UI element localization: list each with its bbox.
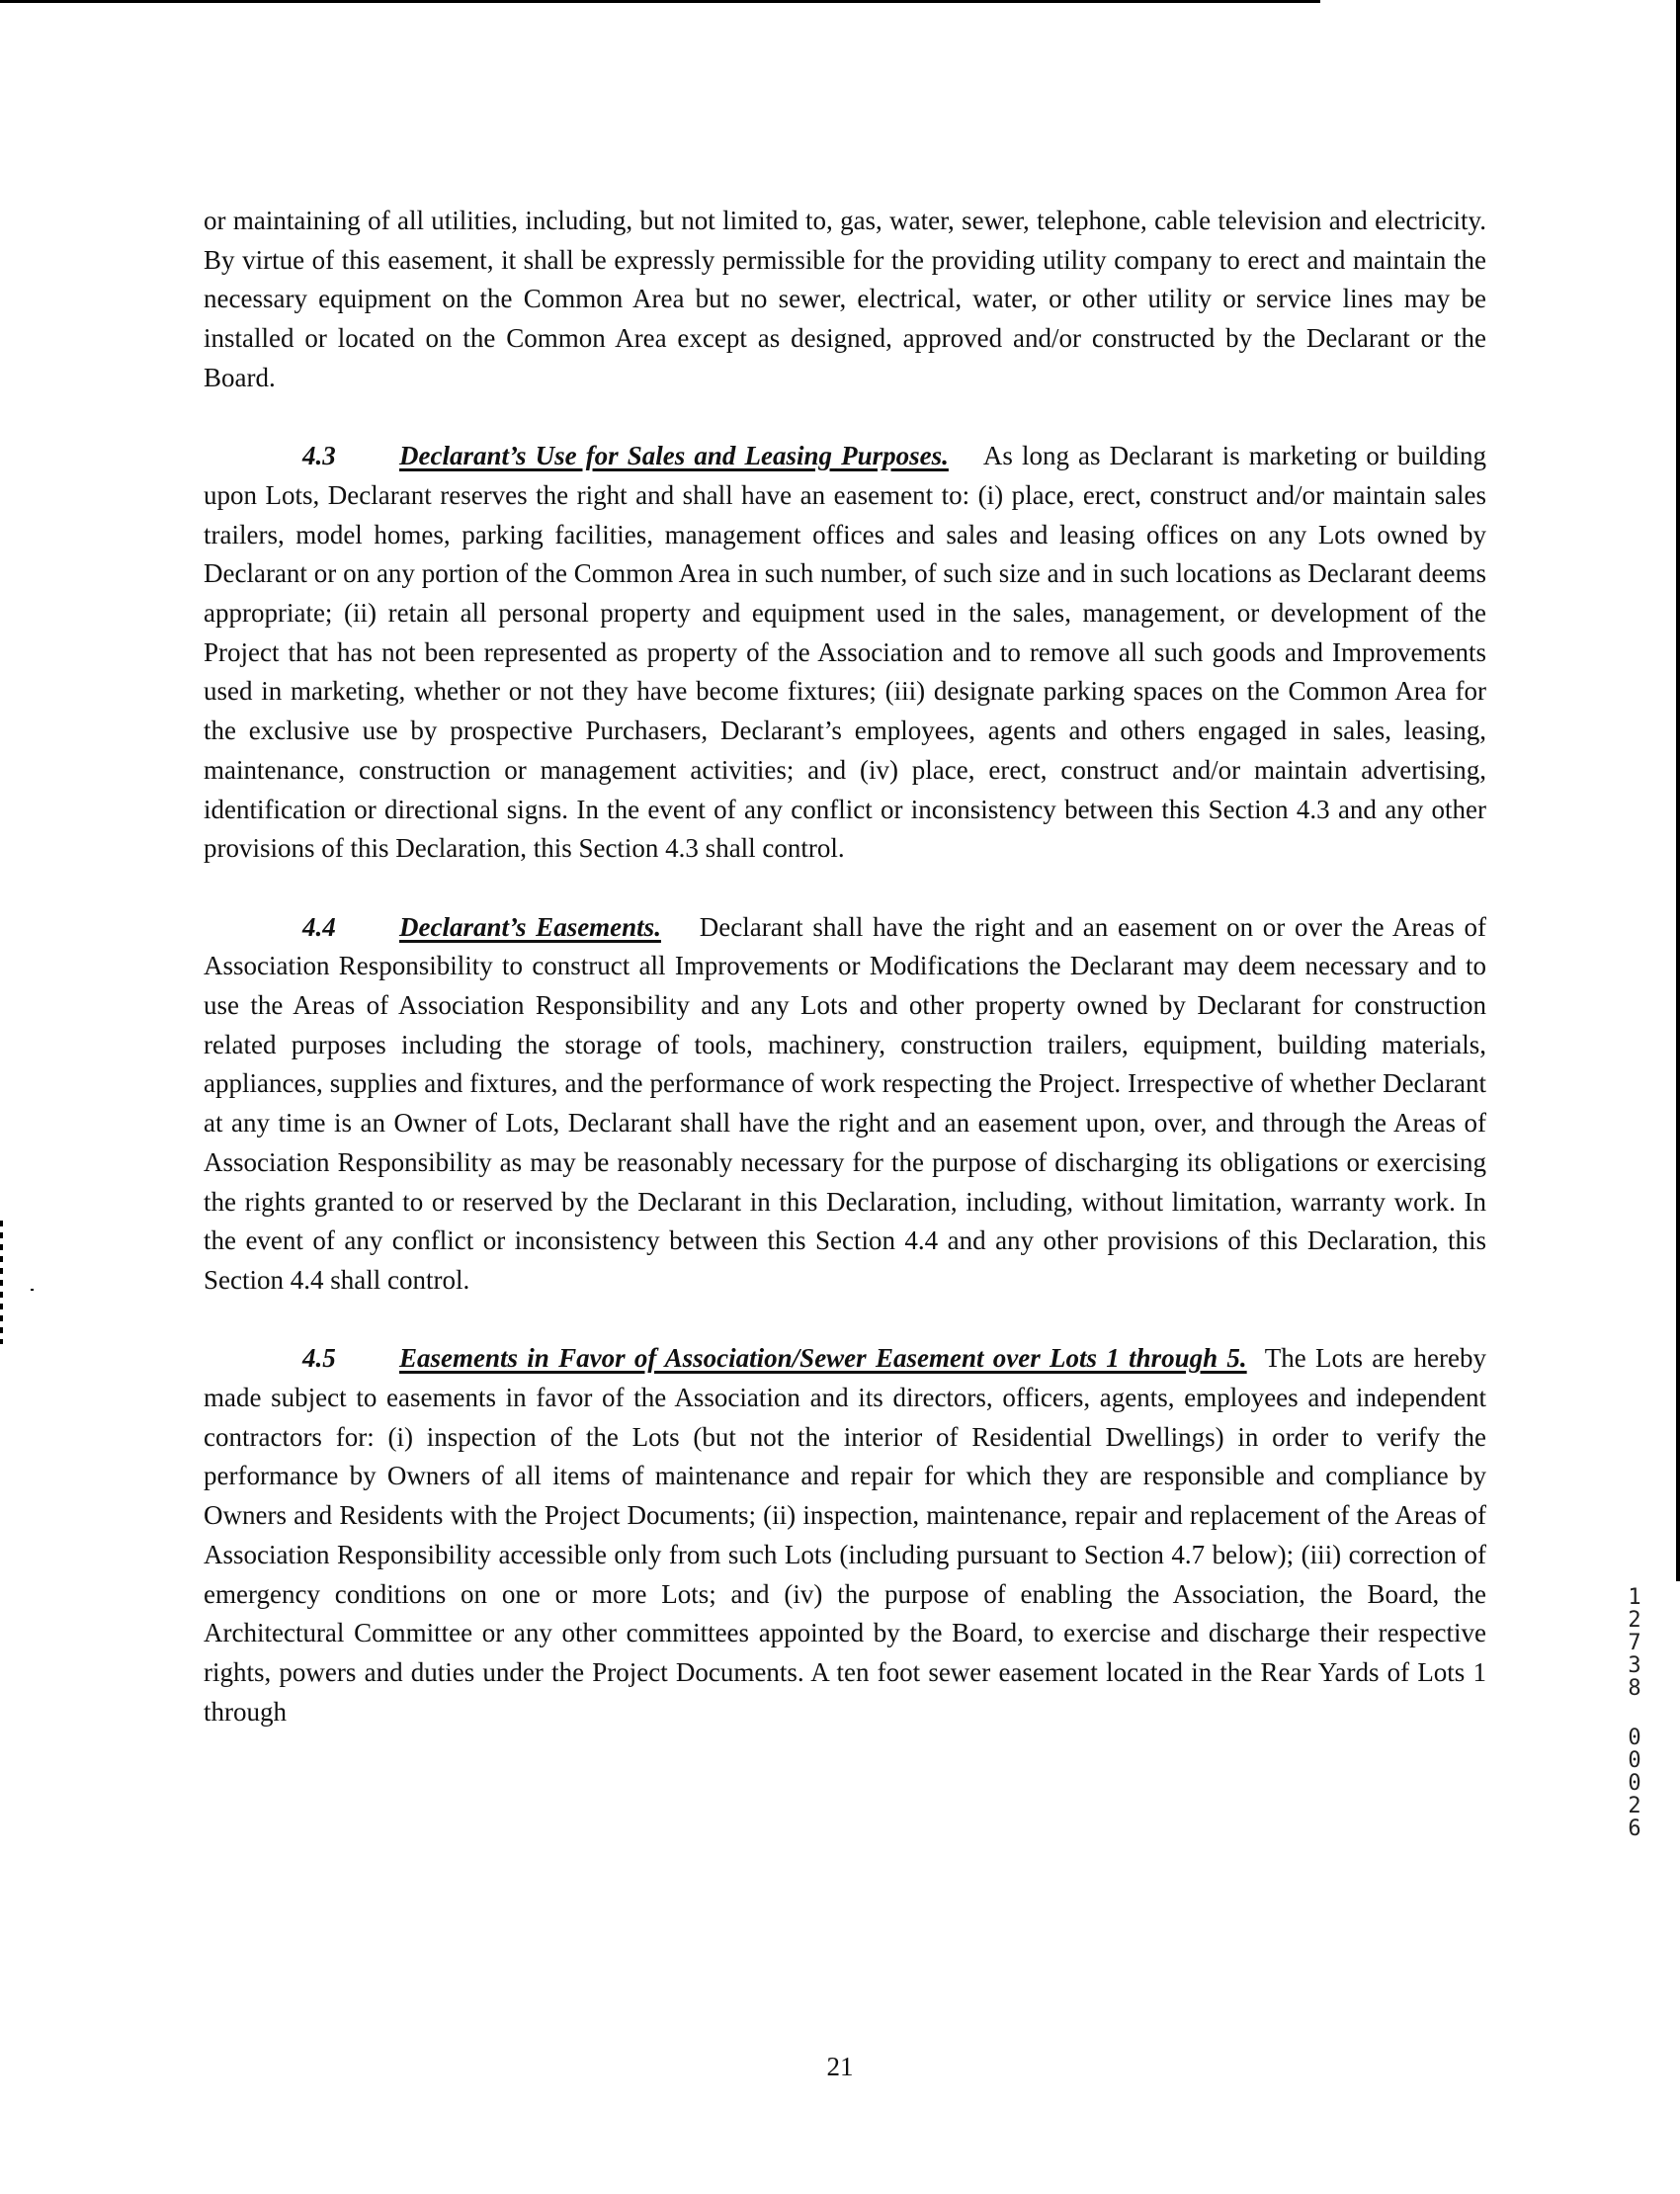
section-number: 4.4 bbox=[302, 911, 336, 942]
stamp-digit: 6 bbox=[1628, 1816, 1641, 1841]
stamp-digit: 8 bbox=[1628, 1676, 1641, 1701]
section-number: 4.3 bbox=[302, 441, 336, 471]
stamp-digit: 0 bbox=[1628, 1748, 1641, 1773]
section-4-3 bbox=[204, 437, 1486, 869]
section-4-4 bbox=[204, 908, 1486, 1301]
document-page-body bbox=[204, 202, 1486, 1731]
stamp-digit: 0 bbox=[1628, 1771, 1641, 1796]
stamp-digit: 2 bbox=[1628, 1608, 1641, 1633]
section-title: Easements in Favor of Association/Sewer Easement over Lots 1 through 5. bbox=[399, 1343, 1247, 1374]
document-recording-stamp bbox=[1625, 1586, 1644, 1840]
stamp-digit: 0 bbox=[1628, 1726, 1641, 1750]
section-4-5 bbox=[204, 1339, 1486, 1731]
section-number: 4.5 bbox=[302, 1343, 336, 1374]
stamp-digit: 3 bbox=[1628, 1653, 1641, 1678]
section-title: Declarant’s Easements. bbox=[399, 911, 661, 942]
section-title: Declarant’s Use for Sales and Leasing Purposes. bbox=[399, 441, 949, 471]
stamp-digit: 1 bbox=[1628, 1585, 1641, 1610]
scan-speck bbox=[31, 1289, 34, 1291]
scan-right-border bbox=[1676, 0, 1680, 1581]
page-number: 21 bbox=[826, 2052, 854, 2081]
continuation-paragraph: or maintaining of all utilities, including, but not limited to, gas, water, sewer, telephone, cable television and electricity. By virtue of this easement, it shall be expressly permissible for the providing utility company to erect and maintain the necessary equipment on the Common Area but no sewer, electrical, water, or other utility or service lines may be installed or located on the Common Area except as designed, approved and/or constructed by the Declarant or the Board. bbox=[204, 206, 1486, 392]
stamp-digit: 2 bbox=[1628, 1794, 1641, 1818]
section-body: Declarant shall have the right and an easement on or over the Areas of Association Responsibility to construct all Improvements or Modifications the Declarant may deem necessary and to use the Areas of Association Responsibility and any Lots and other property owned by Declarant for construction related purposes including the storage of tools, machinery, construction trailers, equipment, building materials, appliances, supplies and fixtures, and the performance of work respecting the Project. Irrespective of whether Declarant at any time is an Owner of Lots, Declarant shall have the right and an easement upon, over, and through the Areas of Association Responsibility as may be reasonably necessary for the purpose of discharging its obligations or exercising the rights granted to or reserved by the Declarant in this Declaration, including, without limitation, warranty work. In the event of any conflict or inconsistency between this Section 4.4 and any other provisions of this Declaration, this Section 4.4 shall control. bbox=[204, 911, 1487, 1295]
section-body: As long as Declarant is marketing or building upon Lots, Declarant reserves the right and shall have an easement to: (i) place, erect, construct and/or maintain sales trailers, model homes, parking facilities, management offices and sales and leasing offices on any Lots owned by Declarant or on any portion of the Common Area in such number, of such size and in such locations as Declarant deems appropriate; (ii) retain all personal property and equipment used in the sales, management, or development of the Project that has not been represented as property of the Association and to remove all such goods and Improvements used in marketing, whether or not they have become fixtures; (iii) designate parking spaces on the Common Area for the exclusive use by prospective Purchasers, Declarant’s employees, agents and others engaged in sales, leasing, maintenance, construction or management activities; and (iv) place, erect, construct and/or maintain advertising, identification or directional signs. In the event of any conflict or inconsistency between this Section 4.3 and any other provisions of this Declaration, this Section 4.3 shall control. bbox=[204, 441, 1486, 864]
stamp-gap bbox=[1625, 1700, 1644, 1727]
scan-top-border bbox=[0, 0, 1320, 3]
scan-left-edge-artifact bbox=[0, 1221, 3, 1344]
stamp-digit: 7 bbox=[1628, 1631, 1641, 1655]
section-body: The Lots are hereby made subject to easements in favor of the Association and its directors, officers, agents, employees and independent contractors for: (i) inspection of the Lots (but not the interior of Residential Dwellings) in order to verify the performance by Owners of all items of maintenance and repair for which they are responsible and compliance by Owners and Residents with the Project Documents; (ii) inspection, maintenance, repair and replacement of the Areas of Association Responsibility accessible only from such Lots (including pursuant to Section 4.7 below); (iii) correction of emergency conditions on one or more Lots; and (iv) the purpose of enabling the Association, the Board, the Architectural Committee or any other committees appointed by the Board, to exercise and discharge their respective rights, powers and duties under the Project Documents. A ten foot sewer easement located in the Rear Yards of Lots 1 through bbox=[204, 1343, 1486, 1727]
